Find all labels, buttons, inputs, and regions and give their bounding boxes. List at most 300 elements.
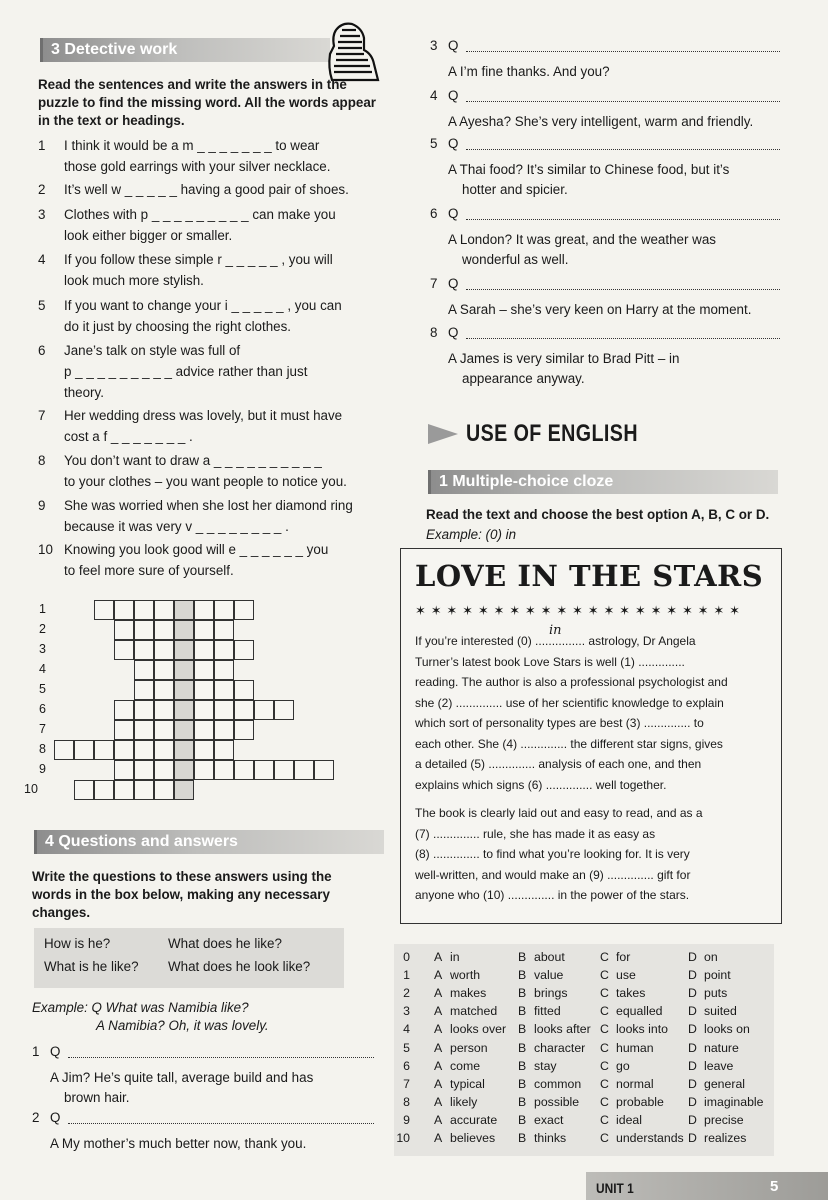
crossword-cell[interactable] (134, 740, 154, 760)
option-row (394, 1093, 774, 1111)
item-line: If you follow these simple r _ _ _ _ _ , you will (64, 252, 333, 267)
option-word[interactable]: in (450, 950, 460, 964)
option-letter: D (688, 1076, 697, 1091)
option-word[interactable]: accurate (450, 1112, 498, 1127)
option-letter: B (518, 968, 527, 983)
option-number: 8 (403, 1094, 410, 1109)
options-table (394, 944, 774, 1156)
option-letter: B (518, 1131, 527, 1145)
qa-item (32, 1108, 398, 1170)
item-number: 4 (38, 252, 46, 267)
crossword-cell[interactable] (134, 620, 154, 640)
option-letter: A (434, 1131, 443, 1145)
crossword-cell[interactable] (134, 720, 154, 740)
option-letter: D (688, 950, 697, 964)
option-row (394, 948, 774, 966)
crossword-number: 4 (39, 662, 46, 676)
crossword-cell[interactable] (254, 760, 274, 780)
cloze-example: Example: (0) in (426, 527, 517, 542)
qa-item (32, 1042, 398, 1104)
option-number: 1 (403, 968, 410, 983)
crossword-cell[interactable] (174, 680, 194, 700)
qa-answer: A I’m fine thanks. And you? (448, 64, 610, 79)
crossword-cell[interactable] (134, 680, 154, 700)
option-letter: C (600, 1076, 609, 1091)
crossword-cell[interactable] (134, 640, 154, 660)
qa-answer: A Sarah – she’s very keen on Harry at the moment. (448, 302, 752, 317)
option-row (394, 1075, 774, 1093)
option-letter: B (518, 1094, 527, 1109)
crossword-cell[interactable] (314, 760, 334, 780)
option-word[interactable]: human (616, 1040, 654, 1055)
option-letter: B (518, 1004, 527, 1019)
option-letter: D (688, 1040, 697, 1055)
option-word[interactable]: matched (450, 1004, 498, 1019)
option-letter: D (688, 986, 697, 1001)
option-letter: A (434, 968, 443, 983)
crossword-cell[interactable] (94, 600, 114, 620)
crossword-cell[interactable] (134, 660, 154, 680)
item-number: 9 (38, 498, 46, 513)
item-line: Jane’s talk on style was full of (64, 343, 241, 358)
word-box-item: What does he like? (168, 936, 282, 951)
option-letter: C (600, 1022, 609, 1037)
option-letter: D (688, 1022, 697, 1037)
item-number: 7 (38, 408, 46, 423)
option-letter: C (600, 1058, 609, 1073)
option-letter: C (600, 968, 609, 983)
option-word[interactable]: looks after (534, 1022, 591, 1037)
use-of-english-heading: USE OF ENGLISH (466, 420, 638, 447)
answer-line[interactable] (466, 327, 780, 339)
crossword-number: 7 (39, 722, 46, 736)
unit-label: UNIT 1 (596, 1180, 634, 1196)
qa-answer: hotter and spicier. (462, 182, 568, 197)
option-letter: D (688, 1094, 697, 1109)
crossword-cell[interactable] (114, 700, 134, 720)
option-letter: A (434, 950, 443, 964)
crossword-number: 3 (39, 642, 46, 656)
qa-item (430, 323, 804, 385)
crossword-cell[interactable] (274, 760, 294, 780)
story-title: LOVE IN THE STARS (415, 559, 764, 593)
crossword-cell[interactable] (194, 600, 214, 620)
option-letter: C (600, 950, 609, 964)
crossword-cell[interactable] (114, 720, 134, 740)
item-line: those gold earrings with your silver necklace. (64, 159, 331, 174)
story-line: If you’re interested (0) ............... astrology, Dr Angela (415, 634, 696, 648)
option-letter: B (518, 1058, 527, 1073)
crossword-cell[interactable] (234, 640, 254, 660)
option-word[interactable]: common (534, 1076, 582, 1091)
crossword-cell[interactable] (174, 620, 194, 640)
crossword-cell[interactable] (54, 740, 74, 760)
crossword-number: 2 (39, 622, 46, 636)
option-letter: C (600, 1094, 609, 1109)
crossword-cell[interactable] (174, 740, 194, 760)
option-letter: C (600, 1004, 609, 1019)
crossword-cell[interactable] (74, 740, 94, 760)
crossword-cell[interactable] (154, 700, 174, 720)
option-word[interactable]: probable (616, 1094, 664, 1109)
crossword-cell[interactable] (234, 720, 254, 740)
option-letter: D (688, 1131, 697, 1145)
answer-line[interactable] (466, 278, 780, 290)
crossword-cell[interactable] (234, 760, 254, 780)
crossword-number: 9 (39, 762, 46, 776)
option-word[interactable]: on (704, 950, 718, 964)
crossword-cell[interactable] (154, 780, 174, 800)
option-word[interactable]: understands (616, 1131, 684, 1145)
crossword-cell[interactable] (254, 700, 274, 720)
crossword-cell[interactable] (214, 720, 234, 740)
crossword-cell[interactable] (114, 640, 134, 660)
crossword-cell[interactable] (194, 760, 214, 780)
story-line: (7) .............. rule, she has made it as easy as (415, 826, 656, 841)
answer-line[interactable] (466, 40, 780, 52)
option-letter: B (518, 986, 527, 1001)
story-line: Turner’s latest book Love Stars is well (1) .............. (415, 654, 685, 669)
option-word[interactable]: stay (534, 1058, 557, 1073)
crossword-cell[interactable] (214, 640, 234, 660)
crossword-cell[interactable] (114, 780, 134, 800)
item-line: to your clothes – you want people to notice you. (64, 474, 347, 489)
option-word[interactable]: suited (704, 1004, 737, 1019)
story-line: a detailed (5) .............. analysis of each one, and then (415, 757, 702, 771)
option-word[interactable]: imaginable (704, 1094, 764, 1109)
item-line: She was worried when she lost her diamond ring (64, 498, 353, 513)
option-word[interactable]: precise (704, 1112, 744, 1127)
option-word[interactable]: fitted (534, 1004, 561, 1019)
detective-item (38, 540, 398, 600)
option-letter: B (518, 1076, 527, 1091)
crossword-cell[interactable] (174, 640, 194, 660)
crossword-cell[interactable] (194, 680, 214, 700)
crossword-number: 5 (39, 682, 46, 696)
option-word[interactable]: makes (450, 986, 487, 1001)
qa-answer: A Ayesha? She’s very intelligent, warm and friendly. (448, 114, 754, 129)
option-word[interactable]: puts (704, 986, 728, 1001)
item-number: 3 (38, 207, 46, 222)
option-row (394, 1057, 774, 1075)
option-letter: C (600, 986, 609, 1001)
crossword-cell[interactable] (194, 700, 214, 720)
multiple-choice-header: 1 Multiple-choice cloze (428, 470, 778, 494)
story-line: (8) .............. to find what you’re looking for. It is very (415, 847, 690, 861)
crossword-cell[interactable] (134, 760, 154, 780)
option-letter: D (688, 1058, 697, 1073)
crossword-cell[interactable] (174, 760, 194, 780)
option-word[interactable]: realizes (704, 1131, 747, 1145)
option-row (394, 1111, 774, 1129)
qa-answer: wonderful as well. (462, 252, 569, 267)
qa-answer: A London? It was great, and the weather was (448, 232, 716, 247)
story-line: each other. She (4) .............. the different star signs, gives (415, 736, 723, 751)
crossword-cell[interactable] (214, 660, 234, 680)
word-box-item: What does he look like? (168, 959, 311, 974)
crossword-cell[interactable] (74, 780, 94, 800)
qa-q-label: Q (50, 1044, 61, 1059)
crossword-cell[interactable] (154, 660, 174, 680)
qa-answer: A James is very similar to Brad Pitt – in (448, 351, 680, 366)
crossword-number: 1 (39, 602, 46, 616)
crossword-cell[interactable] (134, 780, 154, 800)
item-line: because it was very v _ _ _ _ _ _ _ _ . (64, 519, 289, 534)
qa-q-label: Q (448, 325, 459, 340)
crossword-number: 10 (24, 782, 38, 796)
qa-number: 8 (430, 325, 438, 340)
handwritten-answer: in (549, 623, 562, 638)
option-letter: A (434, 1112, 443, 1127)
item-line: It’s well w _ _ _ _ _ having a good pair of shoes. (64, 182, 349, 197)
item-number: 10 (38, 542, 53, 557)
crossword-cell[interactable] (194, 720, 214, 740)
crossword-cell[interactable] (174, 700, 194, 720)
option-letter: B (518, 1022, 527, 1037)
example-question: Example: Q What was Namibia like? (32, 1000, 249, 1015)
option-number: 4 (403, 1022, 410, 1037)
item-line: Knowing you look good will e _ _ _ _ _ _ you (64, 542, 329, 557)
crossword-cell[interactable] (94, 740, 114, 760)
qa-number: 4 (430, 88, 438, 103)
option-row (394, 1002, 774, 1020)
option-letter: A (434, 1004, 443, 1019)
item-number: 6 (38, 343, 46, 358)
option-letter: C (600, 1112, 609, 1127)
option-letter: A (434, 1076, 443, 1091)
qa-q-label: Q (448, 276, 459, 291)
option-word[interactable]: possible (534, 1094, 580, 1109)
crossword-cell[interactable] (214, 600, 234, 620)
qa-q-label: Q (448, 136, 459, 151)
answer-line[interactable] (68, 1046, 374, 1058)
option-word[interactable]: leave (704, 1058, 734, 1073)
crossword-cell[interactable] (154, 760, 174, 780)
crossword-cell[interactable] (134, 600, 154, 620)
option-word[interactable]: for (616, 950, 631, 964)
option-row (394, 966, 774, 984)
qa-number: 5 (430, 136, 438, 151)
qa-answer: brown hair. (64, 1090, 130, 1105)
section-3-instruction: Read the sentences and write the answers in the puzzle to find the missing word. All the words appear in the text or headings. (38, 77, 377, 128)
crossword-cell[interactable] (154, 640, 174, 660)
item-line: look much more stylish. (64, 273, 204, 288)
section-4-header: 4 Questions and answers (34, 830, 384, 854)
crossword-number: 6 (39, 702, 46, 716)
option-word[interactable]: ideal (616, 1112, 642, 1127)
item-line: You don’t want to draw a _ _ _ _ _ _ _ _ _ _ (64, 453, 322, 468)
option-word[interactable]: looks into (616, 1022, 668, 1037)
item-number: 2 (38, 182, 46, 197)
option-word[interactable]: normal (616, 1076, 654, 1091)
item-number: 1 (38, 138, 46, 153)
page-number: 5 (770, 1178, 779, 1195)
option-word[interactable]: nature (704, 1040, 739, 1055)
option-word[interactable]: thinks (534, 1131, 567, 1145)
play-arrow-icon (428, 424, 458, 444)
option-letter: A (434, 1040, 443, 1055)
crossword-cell[interactable] (174, 660, 194, 680)
item-number: 5 (38, 298, 46, 313)
option-letter: B (518, 1040, 527, 1055)
option-word[interactable]: worth (450, 968, 481, 983)
qa-q-label: Q (448, 206, 459, 221)
crossword-cell[interactable] (114, 760, 134, 780)
item-line: cost a f _ _ _ _ _ _ _ . (64, 429, 193, 444)
option-letter: A (434, 986, 443, 1001)
option-word[interactable]: believes (450, 1131, 496, 1145)
option-letter: D (688, 1112, 697, 1127)
option-word[interactable]: value (534, 968, 564, 983)
option-word[interactable]: general (704, 1076, 746, 1091)
option-number: 6 (403, 1058, 410, 1073)
crossword-cell[interactable] (214, 700, 234, 720)
cloze-instruction: Read the text and choose the best option A, B, C or D. (426, 507, 770, 522)
option-word[interactable]: equalled (616, 1004, 663, 1019)
option-letter: A (434, 1058, 443, 1073)
crossword-cell[interactable] (194, 740, 214, 760)
option-letter: B (518, 1112, 527, 1127)
option-word[interactable]: come (450, 1058, 481, 1073)
qa-item (430, 134, 804, 196)
option-word[interactable]: looks on (704, 1022, 750, 1037)
word-box-item: What is he like? (44, 959, 139, 974)
story-line: anyone who (10) .............. in the power of the stars. (415, 888, 690, 902)
crossword-cell[interactable] (174, 720, 194, 740)
option-letter: C (600, 1040, 609, 1055)
qa-number: 6 (430, 206, 438, 221)
qa-answer: A Jim? He’s quite tall, average build and has (50, 1070, 314, 1085)
section-3-header: 3 Detective work (40, 38, 330, 62)
option-word[interactable]: exact (534, 1112, 564, 1127)
item-line: I think it would be a m _ _ _ _ _ _ _ to wear (64, 138, 320, 153)
story-box (400, 548, 782, 924)
option-row (394, 984, 774, 1002)
crossword-cell[interactable] (274, 700, 294, 720)
item-line: p _ _ _ _ _ _ _ _ _ advice rather than just (64, 364, 308, 379)
qa-number: 7 (430, 276, 438, 291)
crossword-cell[interactable] (154, 740, 174, 760)
crossword-cell[interactable] (114, 740, 134, 760)
option-number: 9 (403, 1112, 410, 1127)
item-line: Her wedding dress was lovely, but it must have (64, 408, 343, 423)
crossword-cell[interactable] (194, 620, 214, 640)
crossword-cell[interactable] (174, 780, 194, 800)
word-box (34, 928, 344, 988)
crossword-cell[interactable] (214, 680, 234, 700)
option-number: 2 (403, 986, 410, 1001)
option-letter: B (518, 950, 527, 964)
crossword-number: 8 (39, 742, 46, 756)
qa-q-label: Q (50, 1110, 61, 1125)
qa-answer: A Thai food? It’s similar to Chinese food, but it’s (448, 162, 730, 177)
item-line: do it just by choosing the right clothes. (64, 319, 292, 334)
crossword-cell[interactable] (114, 620, 134, 640)
option-word[interactable]: looks over (450, 1022, 507, 1037)
option-word[interactable]: person (450, 1040, 488, 1055)
crossword-cell[interactable] (234, 700, 254, 720)
answer-line[interactable] (466, 208, 780, 220)
crossword-cell[interactable] (154, 720, 174, 740)
option-row (394, 1039, 774, 1057)
option-letter: D (688, 1004, 697, 1019)
qa-number: 2 (32, 1110, 40, 1125)
crossword-cell[interactable] (194, 660, 214, 680)
option-letter: C (600, 1131, 609, 1145)
option-number: 10 (396, 1131, 410, 1145)
story-line: she (2) .............. use of her scientific knowledge to explain (415, 695, 724, 710)
crossword-cell[interactable] (214, 760, 234, 780)
answer-line[interactable] (466, 90, 780, 102)
option-word[interactable]: brings (534, 986, 568, 1001)
word-box-item: How is he? (44, 936, 111, 951)
story-line: well-written, and would make an (9) .............. gift for (415, 867, 691, 882)
option-number: 0 (403, 950, 410, 964)
crossword-cell[interactable] (234, 600, 254, 620)
detective-item (38, 341, 398, 401)
item-line: theory. (64, 385, 104, 400)
crossword-cell[interactable] (134, 700, 154, 720)
answer-line[interactable] (466, 138, 780, 150)
option-word[interactable]: takes (616, 986, 646, 1001)
option-word[interactable]: use (616, 968, 636, 983)
crossword-cell[interactable] (154, 680, 174, 700)
example-answer: A Namibia? Oh, it was lovely. (96, 1018, 269, 1033)
item-line: look either bigger or smaller. (64, 228, 233, 243)
item-line: Clothes with p _ _ _ _ _ _ _ _ _ can make you (64, 207, 336, 222)
story-line: explains which signs (6) .............. well together. (415, 777, 667, 792)
item-number: 8 (38, 453, 46, 468)
answer-line[interactable] (68, 1112, 374, 1124)
crossword-cell[interactable] (214, 620, 234, 640)
option-word[interactable]: character (534, 1040, 586, 1055)
option-letter: A (434, 1022, 443, 1037)
option-letter: A (434, 1094, 443, 1109)
story-line: reading. The author is also a professional psychologist and (415, 675, 728, 689)
crossword-cell[interactable] (114, 600, 134, 620)
crossword-cell[interactable] (234, 680, 254, 700)
qa-item (430, 204, 804, 266)
section-4-instruction: Write the questions to these answers using the words in the box below, making any necessary changes. (32, 869, 332, 920)
qa-answer: A My mother’s much better now, thank you. (50, 1136, 307, 1151)
story-line: which sort of personality types are best (3) .............. to (415, 716, 704, 730)
option-row (394, 1020, 774, 1038)
item-line: to feel more sure of yourself. (64, 563, 234, 578)
crossword-cell[interactable] (194, 640, 214, 660)
option-letter: D (688, 968, 697, 983)
crossword-cell[interactable] (154, 620, 174, 640)
qa-q-label: Q (448, 88, 459, 103)
qa-number: 3 (430, 38, 438, 53)
crossword-cell[interactable] (294, 760, 314, 780)
option-word[interactable]: go (616, 1058, 630, 1073)
option-word[interactable]: likely (450, 1094, 478, 1109)
option-number: 7 (403, 1076, 410, 1091)
option-word[interactable]: typical (450, 1076, 485, 1091)
option-number: 3 (403, 1004, 410, 1019)
crossword-cell[interactable] (94, 780, 114, 800)
option-word[interactable]: about (534, 950, 565, 964)
option-word[interactable]: point (704, 968, 731, 983)
crossword-cell[interactable] (214, 740, 234, 760)
option-row (394, 1129, 774, 1147)
crossword-cell[interactable] (174, 600, 194, 620)
qa-answer: appearance anyway. (462, 371, 585, 386)
crossword-cell[interactable] (154, 600, 174, 620)
qa-q-label: Q (448, 38, 459, 53)
story-line: The book is clearly laid out and easy to read, and as a (415, 806, 703, 820)
star-divider: ✶ ✶ ✶ ✶ ✶ ✶ ✶ ✶ ✶ ✶ ✶ ✶ ✶ ✶ ✶ ✶ ✶ ✶ ✶ ✶ ✶ (415, 603, 741, 618)
